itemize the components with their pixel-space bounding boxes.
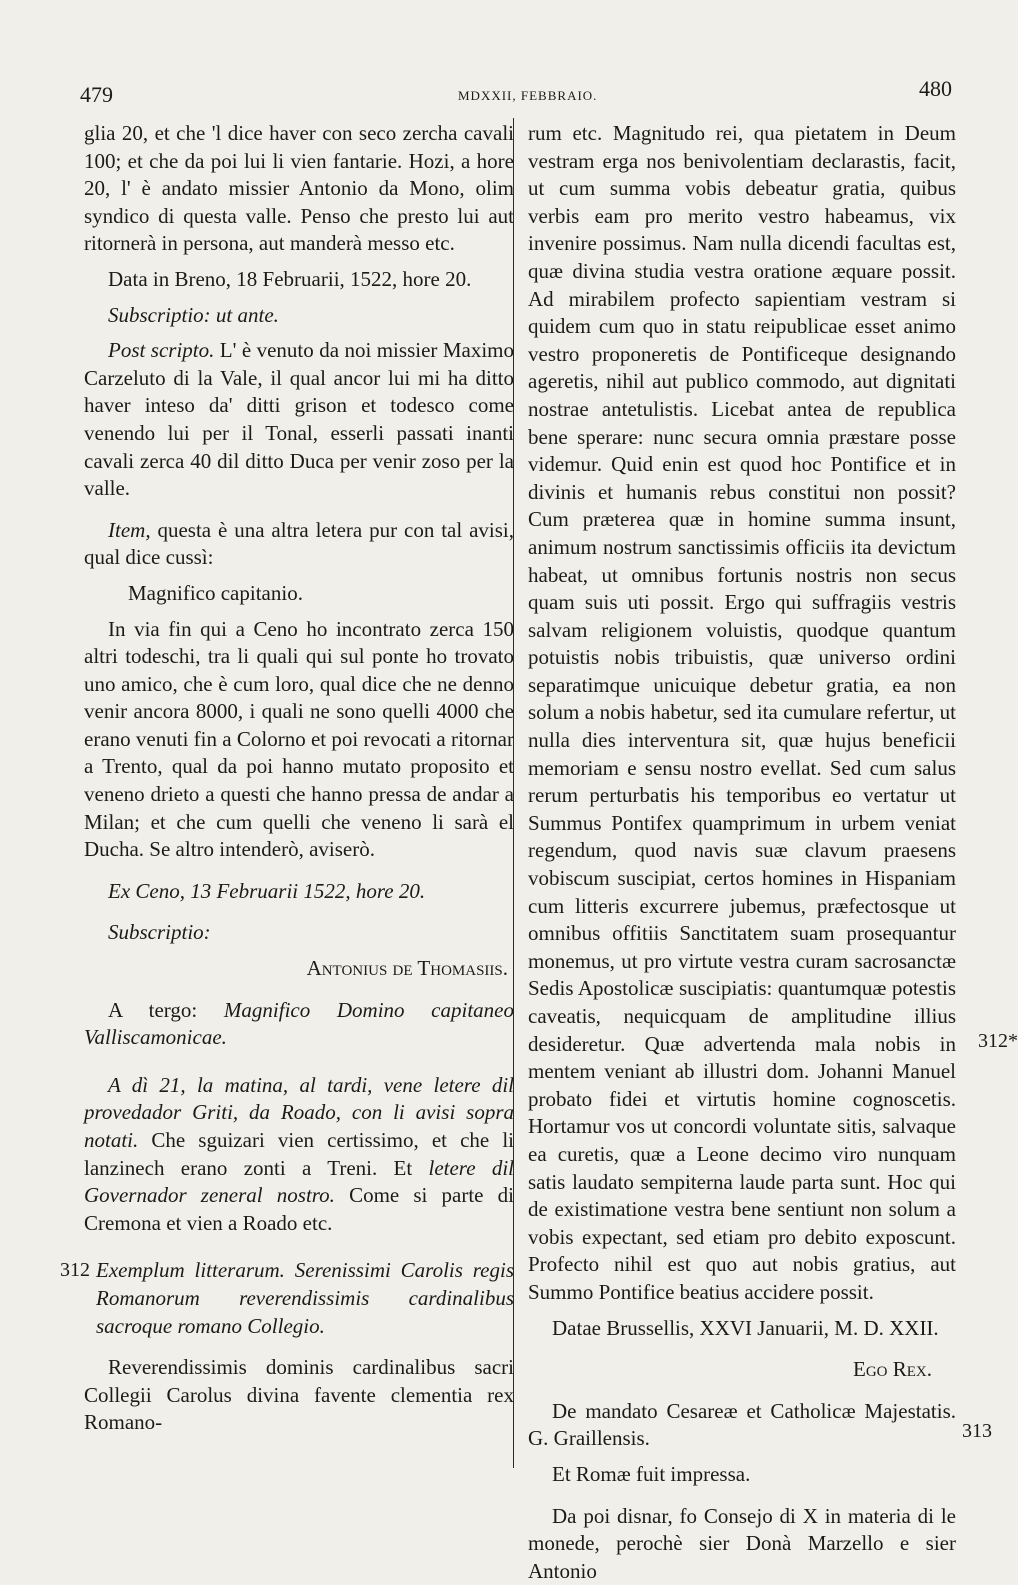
paragraph: Et Romæ fuit impressa. <box>528 1461 956 1489</box>
margin-number-right: 313 <box>962 1420 992 1443</box>
paragraph-text: questa è una altra letera pur con tal avisi, qual dice cussì: <box>84 518 514 570</box>
paragraph-text: L' è venuto da noi missier Maximo Carzeluto di la Vale, il qual ancor lui mi ha ditto haver inteso da' ditti grison et todesco come venendo lui per il Tonal, esserli passati inanti cavali zerca 40 dil ditto Duca per venir zoso per la valle. <box>84 338 514 500</box>
page-number-left: 479 <box>80 82 113 108</box>
date-line: Data in Breno, 18 Februarii, 1522, hore 20. <box>84 266 514 294</box>
right-column <box>528 120 956 1585</box>
subscription-line: Subscriptio: <box>84 919 514 947</box>
paragraph: rum etc. Magnitudo rei, qua pietatem in Deum vestram erga nos benivolentiam declarastis, facit, ut cum summa vobis debeatur gratia, quibus verbis eam pro merito vestro habeamus, vix invenire possimus. Nam nulla dicendi facultas est, quæ divina studia vestra oratione æquare possit. Ad mirabilem profecto sapientiam vestram si quidem cum quo in statu reipublicae esset animo vestro proponeretis de Pontificeque designando ageretis, nihil aut publico commodo, aut dignitati nostrae antetulistis. Licebat antea de republica bene sperare: nunc secura omnia præstare posse videmur. Quid enin est quod hoc Pontifice et in divinis et humanis rebus constitui non possit? Cum præterea quæ in homine summa insunt, animum nostrum sanctissimis officiis ita devictum habeat, ut omnibus fortunis nostris non secus quam suis uti possit. Ergo qui suffragiis vestris salvam religionem voluistis, quodque quantum potuistis nobis tribuistis, quæ universo ordini separatimque unicuique debetur gratia, ea non solum a nobis habetur, sed ita cumulare refertur, ut nulla dies interventura sit, quæ hujus beneficii memoriam e sensu nostro evellat. Sed cum salus rerum perturbatis his temporibus eo vertatur ut Summus Pontifex quamprimum in urbem veniat regendum, quod navis suæ clavum praesens vobiscum suscipiat, certos homines in Hispaniam cum litteris excurrere jubemus, præfectosque ut omnibus offitiis Sanctitatem suam prosequantur monemus, ut pro virtute vestra curam sacrosanctæ Sedis Apostolicæ suscipiatis: quantumquæ potestis caveatis, nequicquam de amplitudine illius desideretur. Quæ advertenda mala nobis in mentem veniant ab illustri dom. Johanni Manuel probato fidei et virtutis homine cognoscetis. Hortamur vos ut concordi voluntate sitis, salvaque ea curetis, quæ a Leone decimo viro nunquam satis laudato sempiterna laude parta sunt. Hoc qui de existimatione vestra bene sentiunt non solum a vobis expectant, sed etiam pro debito exposcunt. Profecto nihil est quo aut nobis gratius, aut Summo Pontifice beatius accidere possit. <box>528 120 956 1307</box>
page-number-right: 480 <box>919 76 952 102</box>
italic-text: letere dil Governador zeneral nostro. <box>84 1156 514 1208</box>
italic-text: A dì 21, la matina, al tardi, vene letere dil provedador Griti, da Roado, con li avisi sopra notati. <box>84 1073 514 1152</box>
salutation: Magnifico capitanio. <box>84 580 514 608</box>
page-header <box>80 76 960 116</box>
margin-number-right: 312* <box>978 1030 1018 1053</box>
address-line <box>84 997 514 1052</box>
signature-name: Ego Rex. <box>528 1356 956 1384</box>
paragraph-text: Che sguizari vien certissimo, et che li lanzinech erano zonti a Treni. Et <box>84 1128 514 1180</box>
paragraph <box>84 337 514 503</box>
section-heading <box>84 1257 514 1340</box>
paragraph <box>84 1072 514 1238</box>
running-title: MDXXII, FEBBRAIO. <box>458 88 597 104</box>
lead-phrase: A tergo: <box>108 998 197 1022</box>
lead-phrase: Post scripto. <box>108 338 214 362</box>
paragraph: De mandato Cesareæ et Catholicæ Majestatis. G. Graillensis. <box>528 1398 956 1453</box>
paragraph: Da poi disnar, fo Consejo di X in materia di le monede, perochè sier Donà Marzello e sier Antonio <box>528 1503 956 1585</box>
paragraph <box>84 517 514 572</box>
paragraph: glia 20, et che 'l dice haver con seco zercha cavali 100; et che da poi lui li vien fantarie. Hozi, a hore 20, l' è andato missier Antonio da Mono, olim syndico di questa valle. Penso che presto lui aut ritornerà in persona, aut manderà messo etc. <box>84 120 514 258</box>
subscription-line: Subscriptio: ut ante. <box>84 302 514 330</box>
paragraph-text: Magnifico Domino capitaneo Valliscamonicae. <box>84 998 514 1050</box>
paragraph-text: Come si parte di Cremona et vien a Roado etc. <box>84 1183 514 1235</box>
heading-text: Exemplum litterarum. Serenissimi Carolis regis Romanorum reverendissimis cardinalibus sacroque romano Collegio. <box>96 1258 514 1337</box>
paragraph: Reverendissimis dominis cardinalibus sacri Collegii Carolus divina favente clementia rex Romano- <box>84 1354 514 1437</box>
date-line: Datae Brussellis, XXVI Januarii, M. D. XXII. <box>528 1315 956 1343</box>
lead-phrase: Item, <box>108 518 151 542</box>
left-column <box>84 120 514 1437</box>
margin-number-left: 312 <box>60 1257 90 1285</box>
paragraph: In via fin qui a Ceno ho incontrato zerca 150 altri todeschi, tra li quali qui sul ponte ho trovato uno amico, che è cum loro, qual dice che ne denno venir ancora 8000, i quali ne sono quelli 4000 che erano venuti fin a Colorno et poi revocati a ritornar a Trento, qual da poi hanno mutato proposito et veneno drieto a questi che hanno pressa de andar a Milan; et che cum quelli che veneno li sarà el Ducha. Se altro intenderò, aviserò. <box>84 616 514 864</box>
date-line: Ex Ceno, 13 Februarii 1522, hore 20. <box>84 878 514 906</box>
signature-name: Antonius de Thomasiis. <box>84 955 514 983</box>
